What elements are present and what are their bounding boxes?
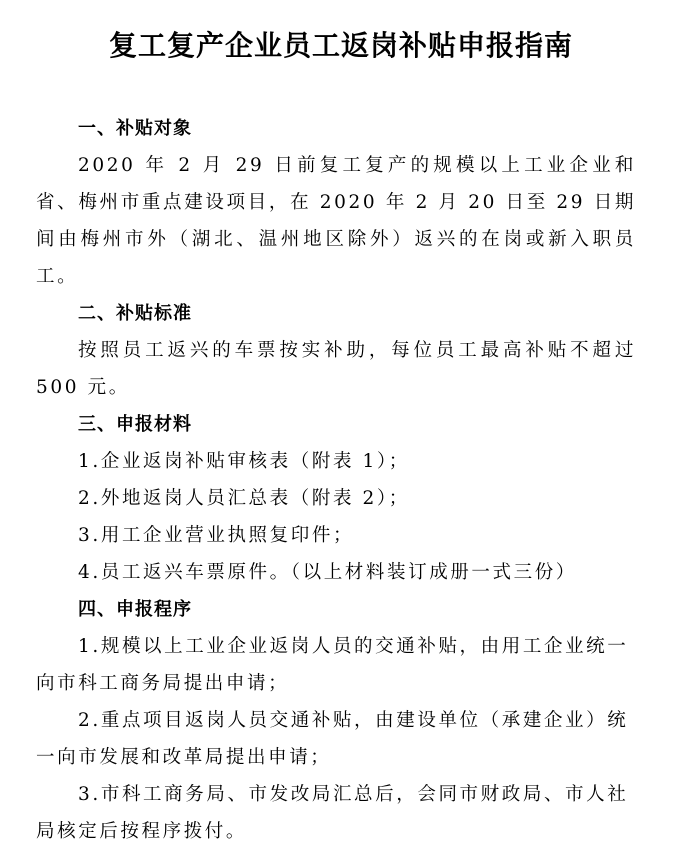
materials-item-1: 1.企业返岗补贴审核表（附表 1）；: [78, 451, 410, 472]
procedure-item-2: 2.重点项目返岗人员交通补贴，由建设单位（承建企业）统一向市发展和改革局提出申请；: [36, 710, 629, 768]
section-heading-target: 一、补贴对象: [78, 118, 192, 139]
section-heading-procedure: 四、申报程序: [78, 599, 192, 620]
section-heading-materials: 三、申报材料: [78, 414, 192, 435]
section-standard-paragraph: 按照员工返兴的车票按实补助，每位员工最高补贴不超过 500 元。: [36, 340, 636, 398]
document-body: [36, 110, 636, 850]
procedure-item-3: 3.市科工商务局、市发改局汇总后，会同市财政局、市人社局核定后按程序拨付。: [36, 784, 629, 842]
section-target-paragraph: 2020 年 2 月 29 日前复工复产的规模以上工业企业和省、梅州市重点建设项目，在 2020 年 2 月 20 日至 29 日期间由梅州市外（湖北、温州地区除外）返兴的在岗或新入职员工。: [36, 155, 636, 287]
procedure-item-1: 1.规模以上工业企业返岗人员的交通补贴，由用工企业统一向市科工商务局提出申请；: [36, 636, 629, 694]
section-heading-standard: 二、补贴标准: [78, 303, 192, 324]
materials-item-4: 4.员工返兴车票原件。（以上材料装订成册一式三份）: [78, 562, 577, 583]
materials-item-3: 3.用工企业营业执照复印件；: [78, 525, 355, 546]
document-title: 复工复产企业员工返岗补贴申报指南: [108, 29, 573, 62]
materials-item-2: 2.外地返岗人员汇总表（附表 2）；: [78, 488, 410, 509]
